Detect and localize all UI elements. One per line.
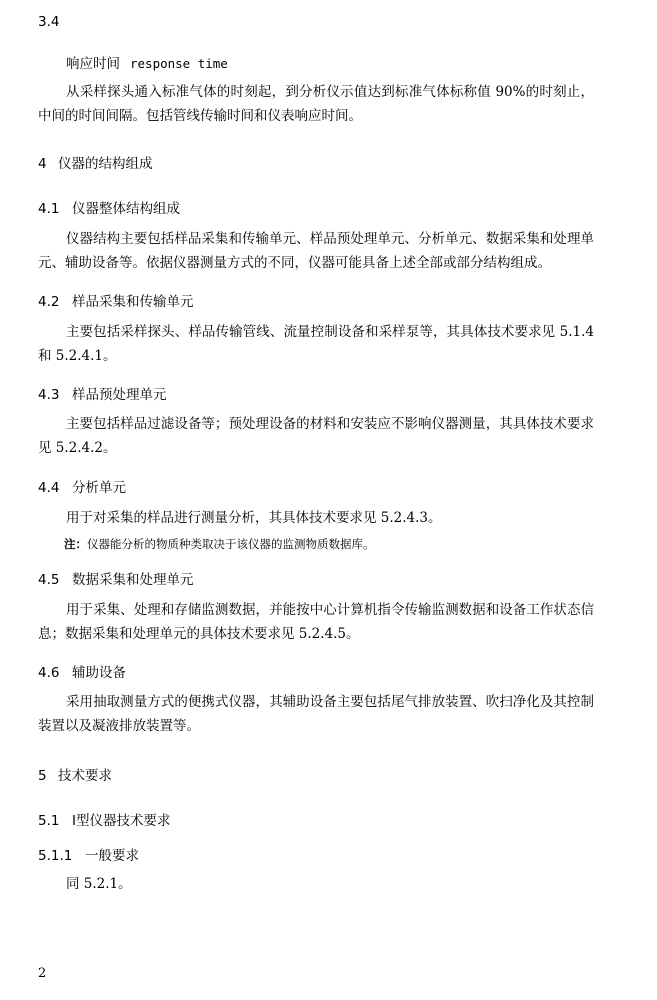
clause-5-1-1-text: 同 5.2.1。 — [66, 876, 132, 892]
clause-number: 4.5 — [38, 572, 60, 588]
clause-number: 4.3 — [38, 387, 60, 403]
clause-number: 4.1 — [38, 201, 60, 217]
clause-4-4-heading — [38, 476, 126, 496]
clause-5-1-1-heading — [38, 844, 139, 864]
clause-4-4-text: 用于对采集的样品进行测量分析，其具体技术要求见 5.2.4.3。 — [66, 510, 442, 526]
section-number: 5 — [38, 768, 47, 784]
clause-4-6-text: 采用抽取测量方式的便携式仪器，其辅助设备主要包括尾气排放装置、吹扫净化及其控制装置以及凝液排放装置等。 — [38, 694, 594, 734]
clause-4-3-text: 主要包括样品过滤设备等；预处理设备的材料和安装应不影响仪器测量，其具体技术要求见 5.2.4.2。 — [38, 416, 594, 456]
clause-title: 仪器整体结构组成 — [72, 201, 180, 217]
clause-4-2-heading — [38, 290, 194, 310]
clause-4-5-text: 用于采集、处理和存储监测数据，并能按中心计算机指令传输监测数据和设备工作状态信息；数据采集和处理单元的具体技术要求见 5.2.4.5。 — [38, 602, 594, 642]
clause-3-4-number: 3.4 — [38, 14, 60, 30]
clause-title: 一般要求 — [85, 848, 139, 864]
clause-number: 4.4 — [38, 480, 60, 496]
clause-title: 辅助设备 — [72, 665, 126, 681]
clause-number: 4.6 — [38, 665, 60, 681]
term-chinese: 响应时间 — [66, 56, 120, 72]
clause-5-1-heading — [38, 809, 170, 829]
section-4-heading — [38, 152, 153, 172]
clause-number: 5.1 — [38, 813, 60, 829]
clause-4-1-heading — [38, 197, 180, 217]
note-text: 仪器能分析的物质种类取决于该仪器的监测物质数据库。 — [87, 537, 375, 551]
clause-4-3-heading — [38, 383, 167, 403]
section-5-heading — [38, 764, 112, 784]
section-number: 4 — [38, 156, 47, 172]
clause-title: 样品预处理单元 — [72, 387, 167, 403]
clause-title: 样品采集和传输单元 — [72, 294, 194, 310]
section-title: 技术要求 — [58, 768, 112, 784]
clause-4-1-text: 仪器结构主要包括样品采集和传输单元、样品预处理单元、分析单元、数据采集和处理单元、辅助设备等。依据仪器测量方式的不同，仪器可能具备上述全部或部分结构组成。 — [38, 231, 594, 271]
clause-3-4-term — [66, 52, 228, 72]
note-label: 注： — [64, 537, 87, 551]
clause-title: Ⅰ型仪器技术要求 — [72, 813, 171, 829]
clause-4-4-note — [64, 536, 375, 552]
clause-4-2-text: 主要包括采样探头、样品传输管线、流量控制设备和采样泵等，其具体技术要求见 5.1.4 和 5.2.4.1。 — [38, 324, 594, 364]
clause-number: 5.1.1 — [38, 848, 73, 864]
clause-title: 数据采集和处理单元 — [72, 572, 194, 588]
clause-3-4-definition: 从采样探头通入标准气体的时刻起，到分析仪示值达到标准气体标称值 90%的时刻止，中间的时间间隔。包括管线传输时间和仪表响应时间。 — [38, 84, 594, 124]
term-english: response time — [130, 56, 228, 71]
clause-4-6-heading — [38, 661, 126, 681]
page-number: 2 — [38, 966, 47, 981]
clause-title: 分析单元 — [72, 480, 126, 496]
section-title: 仪器的结构组成 — [58, 156, 153, 172]
clause-number: 4.2 — [38, 294, 60, 310]
clause-4-5-heading — [38, 568, 194, 588]
